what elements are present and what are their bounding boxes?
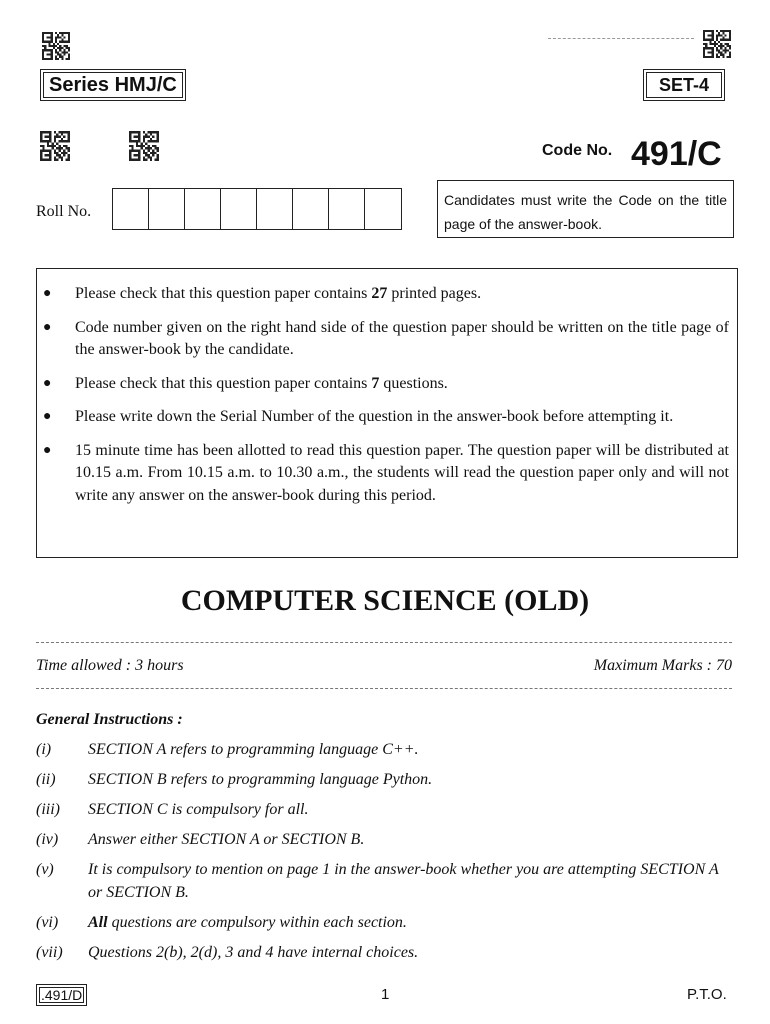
roll-label: Roll No. (36, 203, 92, 220)
signature-line (548, 38, 694, 39)
general-instruction-item (36, 941, 726, 964)
instruction-body: It is compulsory to mention on page 1 in the answer-book whether you are attempting SECTION A or SECTION B. (88, 861, 719, 901)
instruction-numeral: (i) (36, 741, 52, 758)
instruction-text (88, 941, 726, 964)
instruction-text: questions. (379, 374, 448, 392)
instruction-number: 7 (371, 374, 380, 392)
time-allowed: Time allowed : 3 hours (36, 657, 184, 674)
instruction-text (88, 798, 726, 821)
general-instruction-item (36, 858, 726, 904)
divider (36, 688, 732, 689)
general-instruction-item (36, 768, 726, 791)
general-instructions-list (36, 738, 726, 971)
roll-number-boxes[interactable] (112, 188, 402, 230)
bullet-icon: ● (43, 286, 52, 301)
qr-code-icon (40, 131, 70, 161)
roll-number-box[interactable] (221, 189, 257, 229)
instruction-text (88, 768, 726, 791)
roll-number-box[interactable] (329, 189, 365, 229)
instruction-numeral: (vi) (36, 914, 59, 931)
instruction-text (88, 858, 726, 904)
instruction-text: Please check that this question paper contains (75, 285, 372, 302)
qr-code-icon (129, 131, 159, 161)
roll-number-box[interactable] (113, 189, 149, 229)
qr-code-icon (42, 32, 70, 60)
code-label: Code No. (542, 142, 613, 159)
instruction-number: 27 (371, 285, 388, 302)
instruction-text: 15 minute time has been allotted to read this question paper. The question paper will be distributed at 10.15 a.m. From 10.15 a.m. to 10.30 a.m., the students will read the question paper only and will not write any answer on the answer-book during this period. (75, 441, 729, 504)
divider (36, 642, 732, 643)
instructions-list (41, 283, 729, 507)
series-label: Series HMJ/C (40, 69, 186, 101)
general-instructions-heading: General Instructions : (36, 711, 183, 728)
instruction-emphasis: All (88, 914, 108, 931)
instruction-text (88, 828, 726, 851)
instruction-text: Code number given on the right hand side of the question paper should be written on the title page of the answer-book by the candidate. (75, 318, 729, 358)
roll-number-box[interactable] (257, 189, 293, 229)
instruction-body: Questions 2(b), 2(d), 3 and 4 have internal choices. (88, 944, 419, 961)
instruction-body: SECTION A refers to programming language C++. (88, 741, 419, 758)
instruction-numeral: (iv) (36, 831, 59, 848)
roll-number-box[interactable] (293, 189, 329, 229)
instruction-item (41, 283, 729, 306)
instruction-text (88, 911, 726, 934)
pto-label: P.T.O. (687, 986, 727, 1003)
code-value: 491/C (631, 135, 722, 173)
general-instruction-item (36, 738, 726, 761)
instruction-item (41, 317, 729, 362)
instruction-text (88, 738, 726, 761)
instruction-numeral: (ii) (36, 771, 56, 788)
qr-code-icon (703, 30, 731, 58)
instruction-numeral: (iii) (36, 801, 60, 818)
general-instruction-item (36, 828, 726, 851)
instruction-body: Answer either SECTION A or SECTION B. (88, 831, 365, 848)
general-instruction-item (36, 911, 726, 934)
instruction-body: SECTION B refers to programming language Python. (88, 771, 433, 788)
roll-number-box[interactable] (149, 189, 185, 229)
general-instruction-item (36, 798, 726, 821)
bullet-icon: ● (43, 409, 52, 424)
set-label: SET-4 (643, 69, 725, 101)
instruction-text: Please write down the Serial Number of the question in the answer-book before attempting it. (75, 408, 674, 425)
instruction-text: Please check that this question paper contains (75, 374, 372, 392)
bullet-icon: ● (43, 375, 52, 391)
instruction-item (41, 373, 729, 396)
instruction-numeral: (vii) (36, 944, 63, 961)
footer-code: .491/D (36, 984, 87, 1006)
instruction-text: printed pages. (387, 285, 482, 302)
page-title: COMPUTER SCIENCE (OLD) (180, 584, 590, 617)
roll-number-box[interactable] (365, 189, 401, 229)
instruction-item (41, 406, 729, 429)
instructions-box (36, 268, 738, 558)
candidates-note: Candidates must write the Code on the title page of the answer-book. (437, 180, 734, 238)
bullet-icon: ● (43, 442, 52, 458)
page-number: 1 (381, 986, 390, 1003)
instruction-numeral: (v) (36, 861, 54, 878)
instruction-body: questions are compulsory within each section. (107, 914, 407, 931)
instruction-item (41, 440, 729, 508)
roll-number-box[interactable] (185, 189, 221, 229)
time-marks-row (36, 657, 732, 675)
bullet-icon: ● (43, 319, 52, 335)
instruction-body: SECTION C is compulsory for all. (88, 801, 309, 818)
maximum-marks: Maximum Marks : 70 (593, 657, 732, 674)
